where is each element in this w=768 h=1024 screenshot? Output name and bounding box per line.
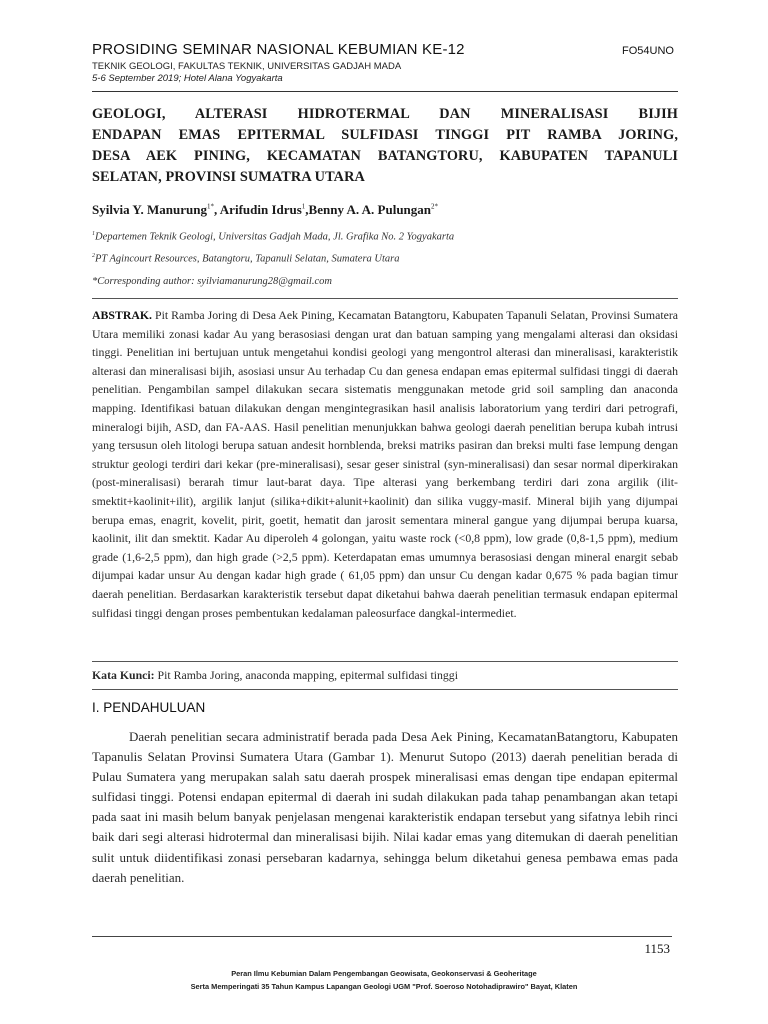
keywords: [92, 668, 678, 683]
corresponding-email[interactable]: *Corresponding author: syilviamanurung28@gmail.com: [92, 276, 332, 287]
introduction-paragraph: Daerah penelitian secara administratif berada pada Desa Aek Pining, KecamatanBatangtoru, Kabupaten Tapanulis Selatan Provinsi Sumatera Utara (Gambar 1). Menurut Sutopo (2013) daerah penelitian berada di Pulau Sumatera yang merupakan salah satu daerah prospek mineralisasi emas dengan tipe endapan epitermal sulfidasi tinggi. Potensi endapan epitermal di daerah ini sudah dilakukan pada tahap penambangan akan tetapi pada saat ini masih belum banyak penjelasan mengenai karakteristik endapan tersebut yang sifatnya lebih rinci baik dari segi alterasi hidrotermal dan mineralisasi bijih. Nilai kadar emas yang ditemukan di daerah penelitian sulit untuk diidentifikasi zonasi persebaran kadarnya, sehingga belum diketahui genesa pembawa emas pada daerah penelitian.: [92, 729, 678, 885]
title-line: GEOLOGI, ALTERASI HIDROTERMAL DAN MINERALISASI BIJIH: [92, 106, 678, 122]
footer-line-1: Peran Ilmu Kebumian Dalam Pengembangan Geowisata, Geokonservasi & Geoheritage: [231, 969, 537, 978]
section-heading: I. PENDAHULUAN: [92, 700, 206, 715]
author-separator: ,: [214, 202, 220, 217]
paper-title: [92, 104, 678, 188]
title-line: DESA AEK PINING, KECAMATAN BATANGTORU, KABUPATEN TAPANULI: [92, 148, 678, 164]
keywords-text: Pit Ramba Joring, anaconda mapping, epitermal sulfidasi tinggi: [157, 668, 458, 682]
proceedings-title: PROSIDING SEMINAR NASIONAL KEBUMIAN KE-12: [92, 41, 465, 58]
paper-code: FO54UNO: [622, 45, 674, 57]
affil-mark: 2: [92, 253, 95, 259]
affiliation-2: [92, 253, 400, 265]
affil-text: Departemen Teknik Geologi, Universitas Gadjah Mada, Jl. Grafika No. 2 Yogyakarta: [95, 231, 455, 243]
author-list: [92, 202, 438, 218]
page-number: 1153: [644, 941, 670, 956]
corresponding-author: [92, 276, 332, 287]
abstract: [92, 306, 678, 622]
keywords-label: Kata Kunci:: [92, 668, 155, 682]
abstract-text: Pit Ramba Joring di Desa Aek Pining, Kecamatan Batangtoru, Kabupaten Tapanuli Selatan, Provinsi Sumatera Utara memiliki zonasi kadar Au yang berasosiasi dengan urat dan batuan samping yang mengalami alterasi dan oksidasi tinggi. Penelitian ini bertujuan untuk mengetahui kondisi geologi yang mengontrol alterasi dan mineralisasi, karakteristik alterasi dan mineralisasi bijih, asosiasi unsur Au terhadap Cu dan genesa endapan emas epitermal sulfidasi tinggi di daerah penelitian. Pengambilan sampel dilakukan secara sistematis menggunakan metode grid soil sampling dan anaconda mapping. Identifikasi batuan dilakukan dengan mengintegrasikan hasil analisis laboratorium yang terdiri dari petrografi, mineralogi bijih, ASD, dan FA-AAS. Hasil penelitian menunjukkan bahwa geologi daerah penelitian berupa kubah intrusi yang tersusun oleh litologi berupa satuan andesit hornblenda, breksi matriks pasiran dan breksi multi fase lempung dengan struktur geologi terdiri dari kekar (pre-mineralisasi), sesar geser sinistral (syn-mineralisasi) dan sesar normal diperkirakan (post-mineralisasi) berarah timur laut-barat daya. Tipe alterasi yang berkembang terdiri dari zona argilik (ilit-smektit+kaolinit+ilit), argilik lanjut (silika+dikit+alunit+kaolinit) dan silika vuggy-masif. Mineral bijih yang dijumpai berupa emas, enagrit, kovelit, pirit, goetit, hematit dan jarosit sementara mineral gangue yang dijumpai berupa kuarsa, kaolinit, ilit dan smektit. Kadar Au diperoleh 4 golongan, yaitu waste rock (<0,8 ppm), low grade (0,8-1,5 ppm), medium grade (1,6-2,5 ppm), dan high grade (>2,5 ppm). Keterdapatan emas umumnya berasosiasi dengan mineral enargit sebab dijumpai kadar unsur Au dengan kadar high grade ( 61,05 ppm) dan unsur Cu dengan kadar 0,675 % pada bagian timur daerah penelitian. Berdasarkan karakteristik tersebut dapat diketahui bahwa daerah penelitian termasuk endapan epitermal sulfidasi tinggi dengan proses pembentukan kedalaman paleosurface dangkal-intermediet.: [92, 308, 678, 620]
author-affil-mark: 2*: [431, 202, 439, 211]
date-place-line: 5-6 September 2019; Hotel Alana Yogyakarta: [92, 73, 283, 84]
author-affil-mark: 1: [301, 202, 306, 211]
footer-rule: [92, 936, 672, 937]
affil-mark: 1: [92, 231, 95, 237]
affil-text: PT Agincourt Resources, Batangtoru, Tapanuli Selatan, Sumatera Utara: [95, 253, 400, 265]
keywords-rule: [92, 689, 678, 690]
affiliation-1: [92, 231, 454, 243]
author-affil-mark: 1*: [207, 202, 214, 211]
institution-line: TEKNIK GEOLOGI, FAKULTAS TEKNIK, UNIVERSITAS GADJAH MADA: [92, 61, 402, 72]
footer-line-2: Serta Memperingati 35 Tahun Kampus Lapangan Geologi UGM "Prof. Soeroso Notohadiprawiro" Bayat, Klaten: [190, 982, 578, 991]
header-rule: [92, 91, 678, 92]
author-name: Syilvia Y. Manurung: [92, 202, 207, 217]
abstract-label: ABSTRAK.: [92, 308, 152, 322]
title-line: ENDAPAN EMAS EPITERMAL SULFIDASI TINGGI PIT RAMBA JORING,: [92, 127, 678, 143]
author-separator: ,: [305, 202, 309, 217]
abstract-bottom-rule: [92, 661, 678, 662]
title-line: SELATAN, PROVINSI SUMATRA UTARA: [92, 169, 365, 185]
abstract-top-rule: [92, 298, 678, 299]
author-name: Arifudin Idrus: [219, 202, 302, 217]
author-name: Benny A. A. Pulungan: [308, 202, 432, 217]
